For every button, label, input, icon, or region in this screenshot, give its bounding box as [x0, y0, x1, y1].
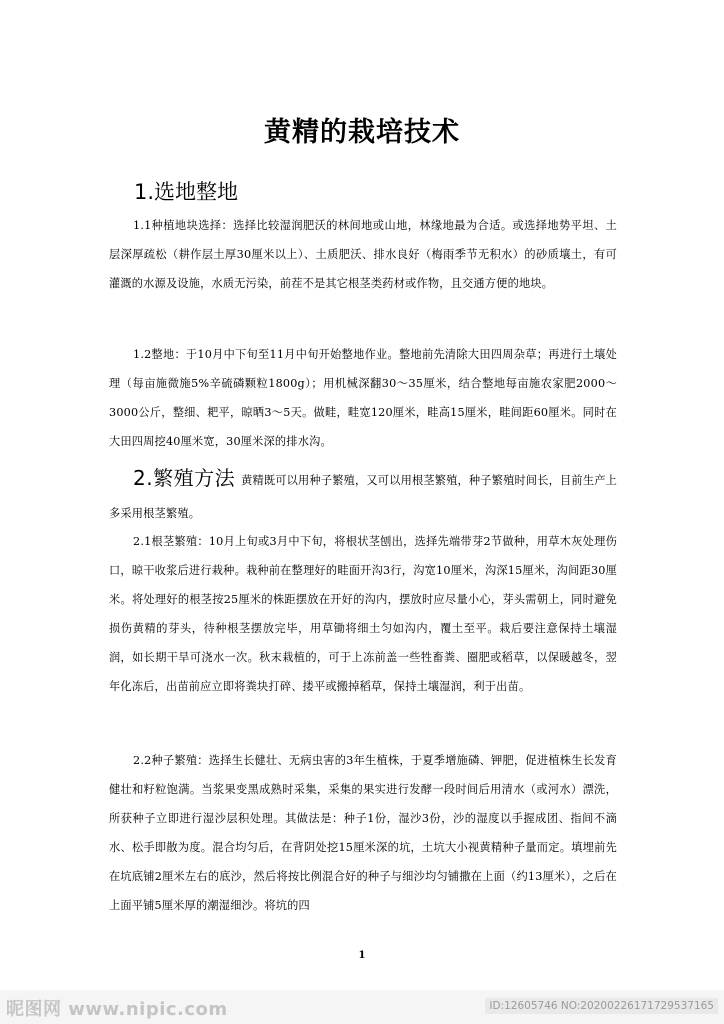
section-1-2-paragraph: 1.2整地：于10月中下旬至11月中旬开始整地作业。整地前先清除大田四周杂草；再进行土壤处理（每亩施微施5%辛硫磷颗粒1800g）；用机械深翻30～35厘米，结合整地每亩施农家肥2000～3000公斤，整细、耙平，晾晒3～5天。做畦，畦宽120厘米，畦高15厘米，畦间距60厘米。同时在大田四周挖40厘米宽，30厘米深的排水沟。: [109, 348, 617, 448]
page-number: 1: [358, 950, 366, 961]
section-2-heading: 2.繁殖方法: [133, 466, 236, 490]
section-1-1-paragraph: 1.1种植地块选择：选择比较湿润肥沃的林间地或山地，林缘地最为合适。或选择地势平坦、土层深厚疏松（耕作层土厚30厘米以上）、土质肥沃、排水良好（梅雨季节无积水）的砂质壤土，有可灌溉的水源及设施，水质无污染，前茬不是其它根茎类药材或作物，且交通方便的地块。: [109, 219, 617, 290]
section-2-2-paragraph: 2.2种子繁殖：选择生长健壮、无病虫害的3年生植株，于夏季增施磷、钾肥，促进植株生长发育健壮和籽粒饱满。当浆果变黑成熟时采集，采集的果实进行发酵一段时间后用清水（或河水）漂洗，所获种子立即进行湿沙层积处理。其做法是：种子1份，湿沙3份，沙的湿度以手握成团、指间不滴水、松手即散为度。混合均匀后，在背阴处挖15厘米深的坑，土坑大小视黄精种子量而定。填埋前先在坑底铺2厘米左右的底沙，然后将按比例混合好的种子与细沙均匀铺撒在上面（约13厘米），之后在上面平铺5厘米厚的潮湿细沙。将坑的四: [109, 754, 617, 912]
section-2-intro-text: 黄精既可以用种子繁殖，又可以用根茎繁殖，种子繁殖时间长，目前生产上多采用根茎繁殖。: [109, 474, 617, 520]
document-title: 黄精的栽培技术: [264, 117, 460, 148]
section-2-1-paragraph: 2.1根茎繁殖：10月上旬或3月中下旬，将根状茎刨出，选择先端带芽2节做种，用草木灰处理伤口，晾干收浆后进行栽种。栽种前在整理好的畦面开沟3行，沟宽10厘米，沟深15厘米，沟间距30厘米。将处理好的根茎按25厘米的株距摆放在开好的沟内，摆放时应尽量小心，芽头需朝上，同时避免损伤黄精的芽头，待种根茎摆放完毕，用草锄将细土匀如沟内，覆土至平。栽后要注意保持土壤湿润，如长期干旱可浇水一次。秋末栽植的，可于上冻前盖一些牲畜粪、圈肥或稻草，以保暖越冬，翌年化冻后，出苗前应立即将粪块打碎、搂平或搬掉稻草，保持土壤湿润，利于出苗。: [109, 535, 617, 693]
section-1-heading: 1.选地整地: [134, 180, 239, 204]
watermark-id: ID:12605746 NO:20200226171729537165: [485, 998, 718, 1014]
watermark-logo: 昵图网 www.nipic.com: [6, 999, 228, 1020]
section-2-intro-paragraph: [109, 462, 617, 530]
